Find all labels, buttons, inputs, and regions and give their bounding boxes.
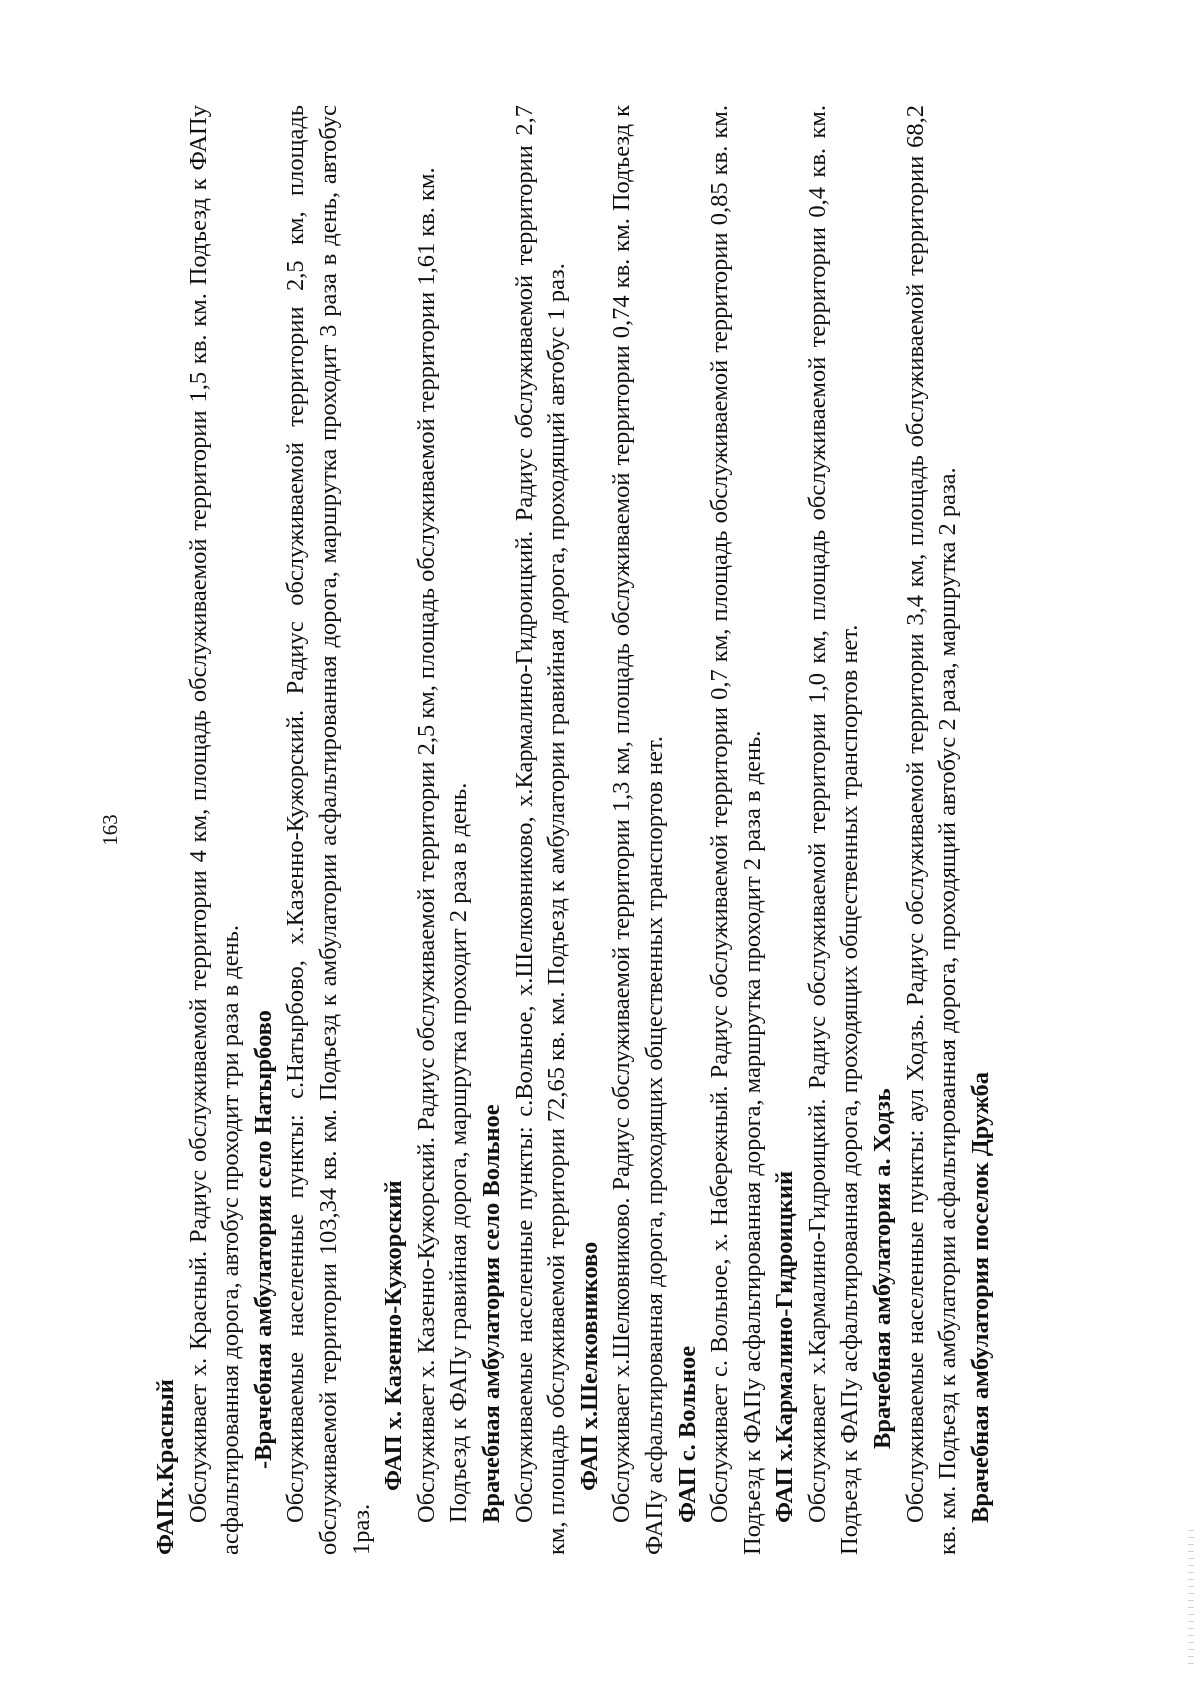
document-body (150, 105, 997, 1555)
paragraph-fap-krasny: Обслуживает х. Красный. Радиус обслуживаемой территории 4 км, площадь обслуживаемой территории 1,5 кв. км. Подъезд к ФАПу асфальтированная дорога, автобус проходит три раза в день. (184, 105, 245, 1555)
paragraph-ambulatory-volnoe: Обслуживаемые населенные пункты: с.Вольное, х.Шелковниково, х.Кармалино-Гидроицкий. Радиус обслуживаемой территории 2,7 км, площадь обслуживаемой территории 72,65 кв. км. Подъезд к амбулатории гравийная дорога, проходящий автобус 1 раз. (510, 105, 571, 1555)
heading-ambulatory-volnoe: Врачебная амбулатория село Вольное (477, 1104, 505, 1523)
paragraph-ambulatory-natyrbovo: Обслуживаемые населенные пункты: с.Натырбово, х.Казенно-Кужорский. Радиус обслуживаемой территории 2,5 км, площадь обслуживаемой территории 103,34 кв. км. Подъезд к амбулатории асфальтированная дорога, маршрутка проходит 3 раза в день, автобус 1раз. (282, 105, 375, 1555)
heading-fap-karmalino-gidroitsky: ФАП х.Кармалино-Гидроицкий (771, 1170, 799, 1523)
heading-fap-shelkovnikovo: ФАП х.Шелковниково (575, 1241, 603, 1491)
heading-fap-volnoe: ФАП с. Вольное (673, 1345, 701, 1523)
paragraph-fap-kazenno-kuzhorsky: Обслуживает х. Казенно-Кужорский. Радиус обслуживаемой территории 2,5 км, площадь обслуживаемой территории 1,61 кв. км. (412, 167, 440, 1523)
document-page (98, 105, 1090, 1555)
paragraph-fap-volnoe: Обслуживает с. Вольное, х. Набережный. Радиус обслуживаемой территории 0,7 км, площадь обслуживаемой территории 0,85 кв. км. Подъезд к ФАПу асфальтированная дорога, маршрутка проходит 2 раза в день. (706, 105, 766, 1555)
paragraph-fap-karmalino-gidroitsky: Обслуживает х.Кармалино-Гидроицкий. Радиус обслуживаемой территории 1,0 км, площадь обслуживаемой территории 0,4 кв. км. Подъезд к ФАПу асфальтированная дорога, проходящих общественных транспортов нет. (803, 105, 864, 1555)
heading-ambulatory-druzhba: Врачебная амбулатория поселок Дружба (966, 1072, 994, 1523)
heading-ambulatory-khodz: Врачебная амбулатория а. Ходзь (869, 1088, 897, 1449)
heading-fap-krasny: ФАПх.Красный (152, 1379, 179, 1555)
paragraph-ambulatory-khodz: Обслуживаемые населенные пункты: аул Ходзь. Радиус обслуживаемой территории 3,4 км, площадь обслуживаемой территории 68,2 кв. км. Подъезд к амбулатории асфальтированная дорога, проходящий автобус 2 раза, маршрутка 2 раза. (901, 105, 962, 1555)
heading-fap-kazenno-kuzhorsky: ФАП х. Казенно-Кужорский (380, 1180, 408, 1491)
scan-edge-artifact (1188, 1530, 1194, 1670)
heading-ambulatory-natyrbovo: -Врачебная амбулатория село Натырбово (249, 1010, 277, 1469)
paragraph-fap-kazenno-kuzhorsky-road: Подъезд к ФАПу гравийная дорога, маршрутка проходит 2 раза в день. (445, 782, 473, 1523)
page-number: 163 (98, 814, 122, 846)
paragraph-fap-shelkovnikovo: Обслуживает х.Шелковниково. Радиус обслуживаемой территории 1,3 км, площадь обслуживаемой территории 0,74 кв. км. Подъезд к ФАПу асфальтированная дорога, проходящих общественных транспортов нет. (608, 105, 668, 1555)
